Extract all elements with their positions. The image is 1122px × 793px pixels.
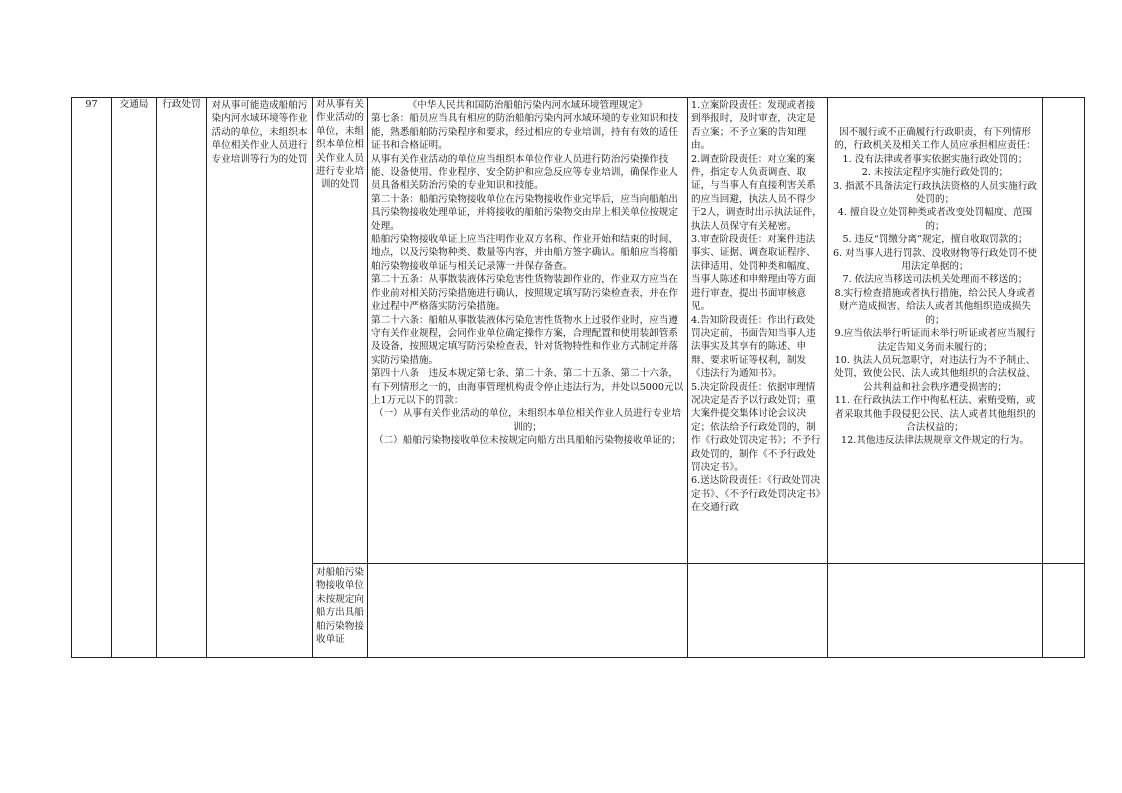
legal-basis-text xyxy=(368,98,687,449)
responsibility-text xyxy=(688,98,827,516)
power-item-cell xyxy=(207,98,313,658)
legal-basis-cell xyxy=(368,98,688,564)
liab-item-9: 9.应当依法举行听证而未举行听证或者应当履行法定告知义务而未履行的； xyxy=(834,328,1036,353)
liab-item-12: 12.其他违反法律法规规章文件规定的行为。 xyxy=(841,435,1029,447)
basis-article-20-para: 船舶污染物接收单证上应当注明作业双方名称、作业开始和结束的时间、地点，以及污染物种类、数量等内容，并由船方签字确认。船舶应当将船舶污染物接收单证与相关记录簿一并保存备查。 xyxy=(371,234,678,272)
basis-title: 《中华人民共和国防治船舶污染内河水域环境管理规定》 xyxy=(407,100,648,111)
responsibility-cell xyxy=(688,98,828,564)
row-number-cell xyxy=(72,98,112,658)
power-type-cell xyxy=(157,98,207,658)
resp-stage-6: 6.送达阶段责任：《行政处罚决定书》、《不予行政处罚决定书》在交通行政 xyxy=(691,475,821,514)
basis-clause-2: （二）船舶污染物接收单位未按规定向船方出具船舶污染物接收单证的； xyxy=(374,435,681,447)
liab-item-7: 7. 依法应当移送司法机关处理而不移送的； xyxy=(842,274,1028,286)
basis-article-25: 第二十五条：从事散装液体污染危害性货物装卸作业的，作业双方应当在作业前对相关防污染措施进行确认，按照规定填写防污染检查表，并在作业过程中严格落实防污染措施。 xyxy=(371,274,678,313)
remarks-cell-2 xyxy=(1043,564,1085,658)
department: 交通局 xyxy=(119,99,149,110)
liab-item-5: 5. 违反“罚缴分离”规定，擅自收取罚款的； xyxy=(842,234,1028,246)
liab-item-6: 6. 对当事人进行罚款、没收财物等行政处罚不使用法定单据的； xyxy=(832,247,1038,273)
basis-clause-1: （一）从事有关作业活动的单位，未组织本单位相关作业人员进行专业培训的； xyxy=(374,408,681,433)
liab-item-11: 11. 在行政执法工作中徇私枉法、索贿受贿，或者采取其他手段侵犯公民、法人或者其他组织的合法权益的； xyxy=(834,395,1036,433)
sub-item-name-2: 对船舶污染物接收单位未按规定向船方出具船舶污染物接收单证 xyxy=(316,567,364,646)
liab-item-1: 1. 没有法律或者事实依据实施行政处罚的； xyxy=(842,153,1028,165)
liability-text xyxy=(828,98,1042,449)
responsibility-cell-2 xyxy=(688,564,828,658)
basis-article-26: 第二十六条：船舶从事散装液体污染危害性货物水上过驳作业时，应当遵守有关作业规程，会同作业单位确定操作方案，合理配置和使用装卸管系及设备，按照规定填写防污染检查表，针对货物特性和作业方式制定并落实防污染措施。 xyxy=(371,314,678,366)
resp-stage-5: 5.决定阶段责任：依据审理情况决定是否予以行政处罚；重大案件提交集体讨论会议决定；依法给予行政处罚的，制作《行政处罚决定书》；不予行政处罚的，制作《不予行政处罚决定书》。 xyxy=(691,381,821,473)
basis-article-7: 第七条：船员应当具有相应的防治船舶污染内河水域环境的专业知识和技能，熟悉船舶防污染程序和要求，经过相应的专业培训，持有有效的适任证书和合格证明。 xyxy=(371,113,678,152)
liab-intro: 因不履行或不正确履行行政职责，有下列情形的，行政机关及相关工作人员应承担相应责任： xyxy=(834,127,1036,152)
power-type: 行政处罚 xyxy=(162,99,201,110)
power-item-name: 对从事可能造成船舶污染内河水域环境等作业活动的单位，未组织本单位相关作业人员进行专业培训等行为的处罚 xyxy=(211,100,308,165)
liab-item-4: 4. 擅自设立处罚种类或者改变处罚幅度、范围的； xyxy=(837,207,1033,232)
legal-basis-cell-2 xyxy=(368,564,688,658)
resp-stage-1: 1.立案阶段责任：发现或者接到举报时，及时审查，决定是否立案；不予立案的告知理由。 xyxy=(691,100,816,152)
liab-item-10: 10. 执法人员玩忽职守，对违法行为不予制止、处罚，致使公民、法人或其他组织的合法权益、公共利益和社会秩序遭受损害的； xyxy=(834,354,1036,393)
resp-stage-3: 3.审查阶段责任：对案件违法事实、证据、调查取证程序、法律适用、处罚种类和幅度、当事人陈述和申辩理由等方面进行审查，提出书面审核意见。 xyxy=(691,234,816,313)
liability-cell xyxy=(828,98,1043,564)
liab-item-3: 3. 指派不具备法定行政执法资格的人员实施行政处罚的； xyxy=(832,180,1038,206)
basis-article-20: 第二十条：船舶污染物接收单位在污染物接收作业完毕后，应当向船舶出具污染物接收处理单证，并将接收的船舶污染物交由岸上相关单位按规定处理。 xyxy=(371,193,678,232)
sub-item-cell-2 xyxy=(313,564,368,658)
basis-article-48: 第四十八条 违反本规定第七条、第二十条、第二十五条、第二十六条，有下列情形之一的，由海事管理机构责令停止违法行为，并处以5000元以上1万元以下的罚款： xyxy=(371,368,684,406)
liab-item-8: 8.实行检查措施或者执行措施，给公民人身或者财产造成损害、给法人或者其他组织造成损失的； xyxy=(834,287,1036,326)
resp-stage-2: 2.调查阶段责任：对立案的案件，指定专人负责调查、取证，与当事人有直接利害关系的应当回避，执法人员不得少于2人，调查时出示执法证件，执法人员保守有关秘密。 xyxy=(691,153,822,232)
sub-item-cell xyxy=(313,98,368,564)
remarks-cell xyxy=(1043,98,1085,564)
resp-stage-4: 4.告知阶段责任：作出行政处罚决定前，书面告知当事人违法事实及其享有的陈述、申辩、要求听证等权利，制发《违法行为通知书》。 xyxy=(691,314,816,380)
liab-item-2: 2. 未按法定程序实施行政处罚的； xyxy=(861,167,1009,179)
liability-cell-2 xyxy=(828,564,1043,658)
power-list-table xyxy=(71,97,1085,658)
sub-item-name: 对从事有关作业活动的单位，未组织本单位相关作业人员进行专业培训的处罚 xyxy=(316,99,364,191)
row-number: 97 xyxy=(85,99,98,110)
basis-article-7-para: 从事有关作业活动的单位应当组织本单位作业人员进行防治污染操作技能、设备使用、作业程序、安全防护和应急反应等专业培训，确保作业人员具备相关防治污染的专业知识和技能。 xyxy=(371,153,678,192)
department-cell xyxy=(112,98,157,658)
